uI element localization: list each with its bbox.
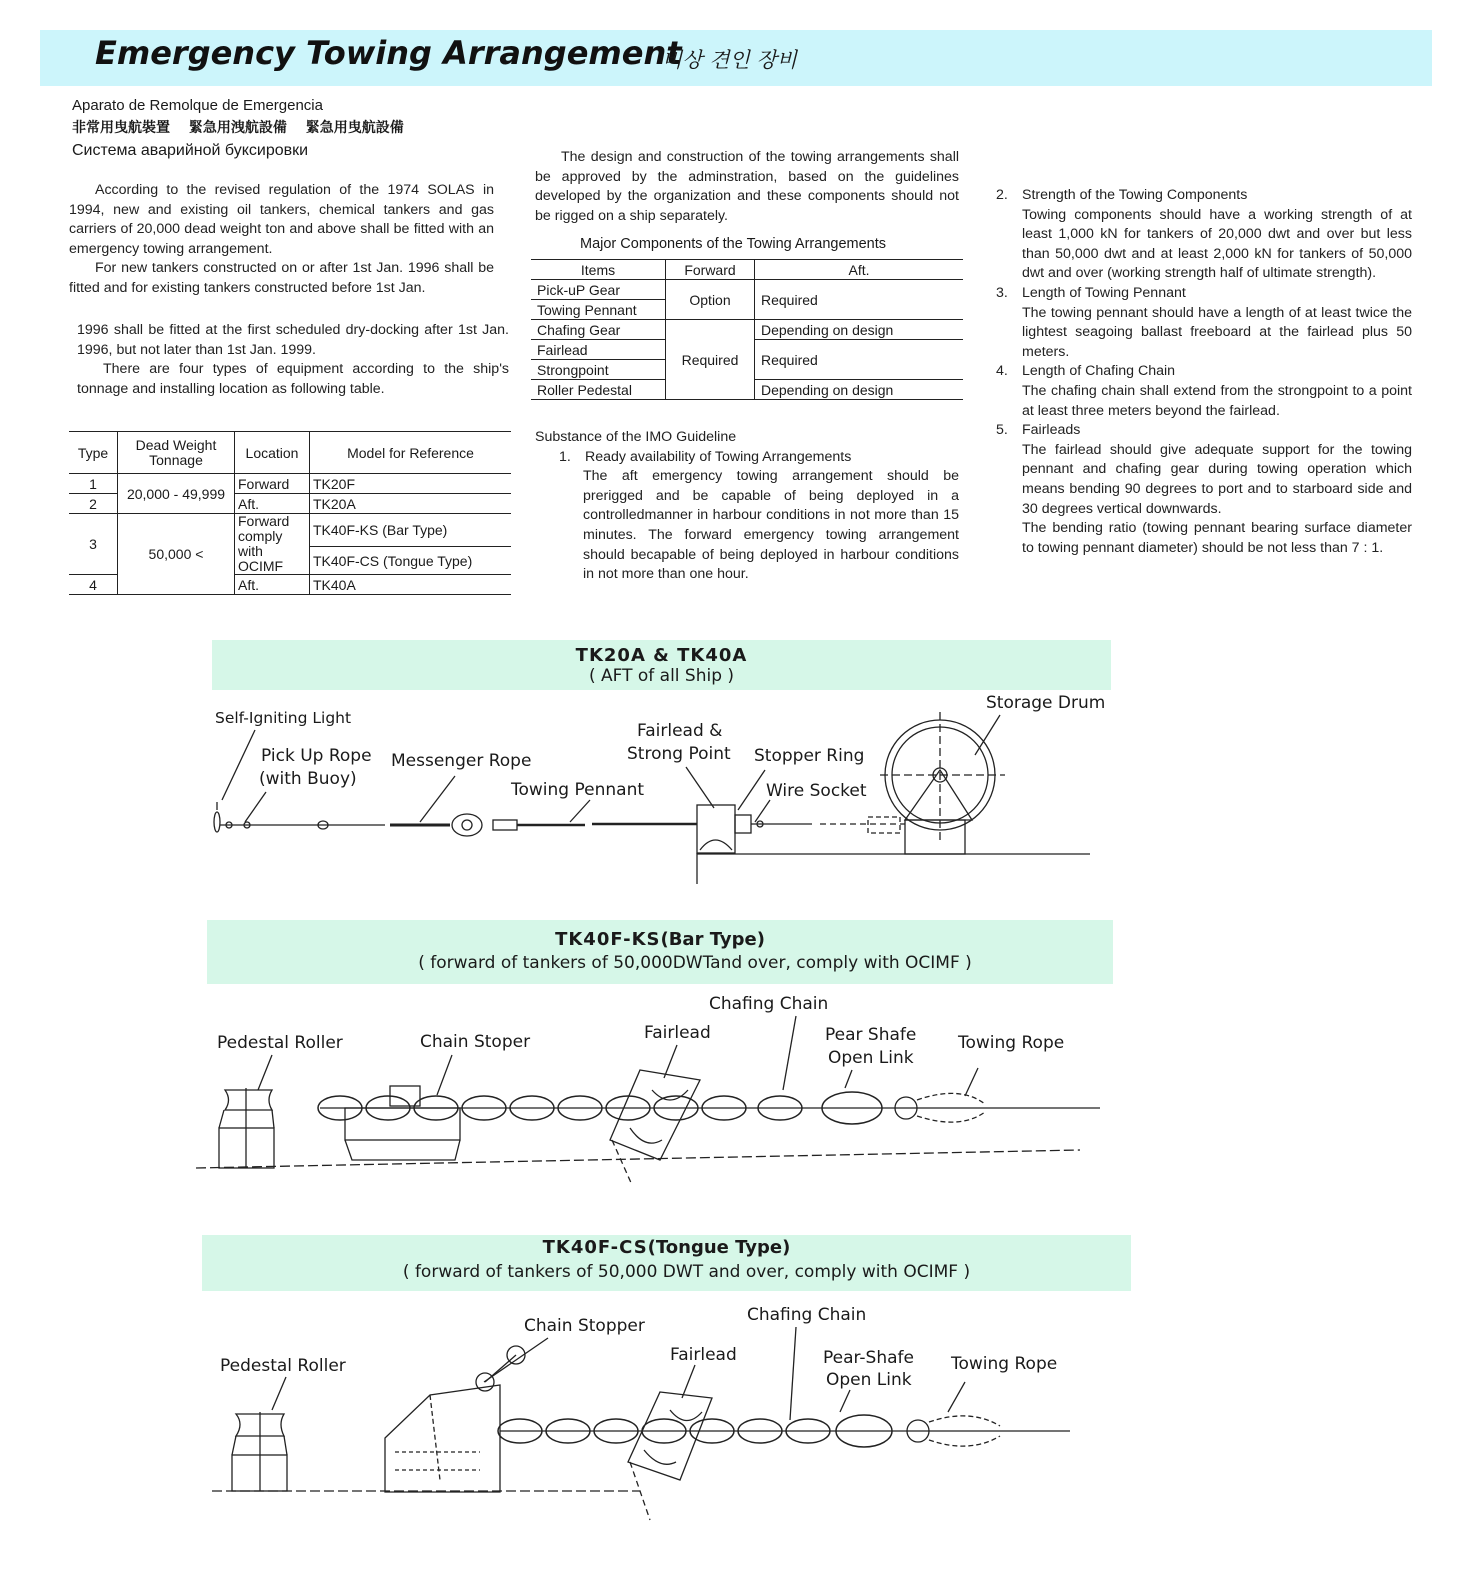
table-row: TK40F-CS (Tongue Type) xyxy=(69,547,511,575)
label-towing-rope: Towing Rope xyxy=(958,1033,1065,1053)
intro-paragraph: For new tankers constructed on or after 1st Jan. 1996 shall be fitted and for existing tankers constructed before 1st Jan. xyxy=(69,260,494,296)
label-open-link: Open Link xyxy=(828,1048,914,1068)
table-row: Towing Pennant xyxy=(531,300,963,320)
table-row: 2 Aft. TK20A xyxy=(69,494,511,514)
label-strong-point: Strong Point xyxy=(627,744,731,764)
table-header: Forward xyxy=(666,260,755,280)
label-fairlead: Fairlead xyxy=(670,1345,737,1365)
table-header: Type xyxy=(69,432,118,474)
page-title: Emergency Towing Arrangement xyxy=(95,34,682,72)
label-chafing-chain: Chafing Chain xyxy=(747,1305,867,1325)
table-row: Fairlead Required xyxy=(531,340,963,360)
label-chain-stopper: Chain Stopper xyxy=(524,1316,645,1336)
label-chain-stoper: Chain Stoper xyxy=(420,1032,531,1052)
intro-paragraph: According to the revised regulation of the 1974 SOLAS in 1994, new and existing oil tankers, chemical tankers and gas carriers of 20,000 dead weight ton and above shall be fitted with an emergency towing arrangement. xyxy=(69,182,494,257)
label-pick-up-rope: Pick Up Rope xyxy=(261,746,372,766)
guideline-section: 2. Strength of the Towing Components Towing components should have a working strength of at least 1,000 kN for tankers of 20,000 dwt and over but less than 50,000 dwt and at least 2,000 kN for tankers of 50,000 dwt and over (working strength half of ultimate strength). 3. Length of Towing Pennant The towing pennant should have a length of at least twice the lightest seagoing ballast freeboard at the fairlead plus 50 meters. 4. Length of Chafing Chain The chafing chain shall extend from the strongpoint to a point at least three meters beyond the fairlead. 5. Fairleads The fairlead should give adequate support for the towing pennant and chafing gear during towing operation which means bending 90 degrees to port and to starboard side and 30 degrees vertical downwards. The bending ratio (towing pennant bearing surface diameter to towing pennant diameter) should be not less than 7 : 1. xyxy=(996,187,1412,556)
label-pedestal-roller: Pedestal Roller xyxy=(220,1356,346,1376)
diagram-tongue-type-drawing xyxy=(212,1327,1070,1520)
page-title-korean: 비상 견인 장비 xyxy=(662,48,798,72)
intro-paragraph: There are four types of equipment according to the ship's tonnage and installing location as following table. xyxy=(77,361,509,397)
table-header: Dead Weight Tonnage xyxy=(118,432,235,474)
diagram-header-aft: TK20A & TK40A ( AFT of all Ship ) xyxy=(212,640,1111,690)
label-towing-rope: Towing Rope xyxy=(951,1354,1058,1374)
diagram-bar-type-drawing xyxy=(196,1016,1100,1185)
table-row: 3 50,000 < Forward comply with OCIMF TK40F-KS (Bar Type) xyxy=(69,514,511,547)
subtitle-spanish: Aparato de Remolque de Emergencia xyxy=(72,97,323,114)
subtitle-russian: Система аварийной буксировки xyxy=(72,142,309,159)
table-row: 4 Aft. TK40A xyxy=(69,575,511,595)
label-pear-shafe: Pear Shafe xyxy=(825,1025,917,1045)
label-storage-drum: Storage Drum xyxy=(986,693,1106,713)
diagram-header-bar-type: TK40F-KS(Bar Type) ( forward of tankers of 50,000DWTand over, comply with OCIMF ) xyxy=(207,920,1113,984)
guideline-title: Substance of the IMO Guideline xyxy=(535,429,737,445)
table-row: 1 20,000 - 49,999 Forward TK20F xyxy=(69,474,511,494)
table-header: Items xyxy=(531,260,666,280)
label-self-igniting-light: Self-Igniting Light xyxy=(215,709,352,727)
table-row: Pick-uP Gear Option Required xyxy=(531,280,963,300)
label-wire-socket: Wire Socket xyxy=(766,781,867,801)
label-pear-shafe: Pear-Shafe xyxy=(823,1348,914,1368)
label-pedestal-roller: Pedestal Roller xyxy=(217,1033,343,1053)
table-row: Roller Pedestal Depending on design xyxy=(531,380,963,400)
table-row: Strongpoint xyxy=(531,360,963,380)
label-towing-pennant: Towing Pennant xyxy=(511,780,645,800)
table-header: Location xyxy=(235,432,310,474)
diagram-header-tongue-type: TK40F-CS(Tongue Type) ( forward of tankers of 50,000 DWT and over, comply with OCIMF ) xyxy=(202,1235,1131,1291)
components-table-title: Major Components of the Towing Arrangements xyxy=(580,236,887,252)
table-header: Model for Reference xyxy=(310,432,512,474)
table-header: Aft. xyxy=(755,260,964,280)
guideline-section: Substance of the IMO Guideline 1. Ready availability of Towing Arrangements The aft emergency towing arrangement should be prerigged and be capable of being deployed in a controlledmanner in harbour conditions in not more than 15 minutes. The forward emergency towing arrangement should becapable of being deployed in harbour conditions in not more than one hour. xyxy=(535,429,959,583)
intro-paragraph: 1996 shall be fitted at the first scheduled dry-docking after 1st Jan. 1996, but not later than 1st Jan. 1999. xyxy=(77,322,509,358)
label-messenger-rope: Messenger Rope xyxy=(391,751,532,771)
label-fairlead: Fairlead xyxy=(644,1023,711,1043)
table-row: Chafing Gear Required Depending on design xyxy=(531,320,963,340)
label-fairlead: Fairlead & xyxy=(637,721,723,741)
label-chafing-chain: Chafing Chain xyxy=(709,994,829,1014)
diagram-aft-drawing xyxy=(214,712,1090,884)
label-open-link: Open Link xyxy=(826,1370,912,1390)
subtitle-cjk: 非常用曳航裝置 緊急用洩航設備 緊急用曳航設備 xyxy=(72,120,404,136)
label-stopper-ring: Stopper Ring xyxy=(754,746,865,766)
label-with-buoy: (with Buoy) xyxy=(259,769,357,789)
design-text: The design and construction of the towing arrangements shall be approved by the adminstration, based on the guidelines developed by the organization and these components should not be rigged on a ship separately. xyxy=(535,149,959,224)
